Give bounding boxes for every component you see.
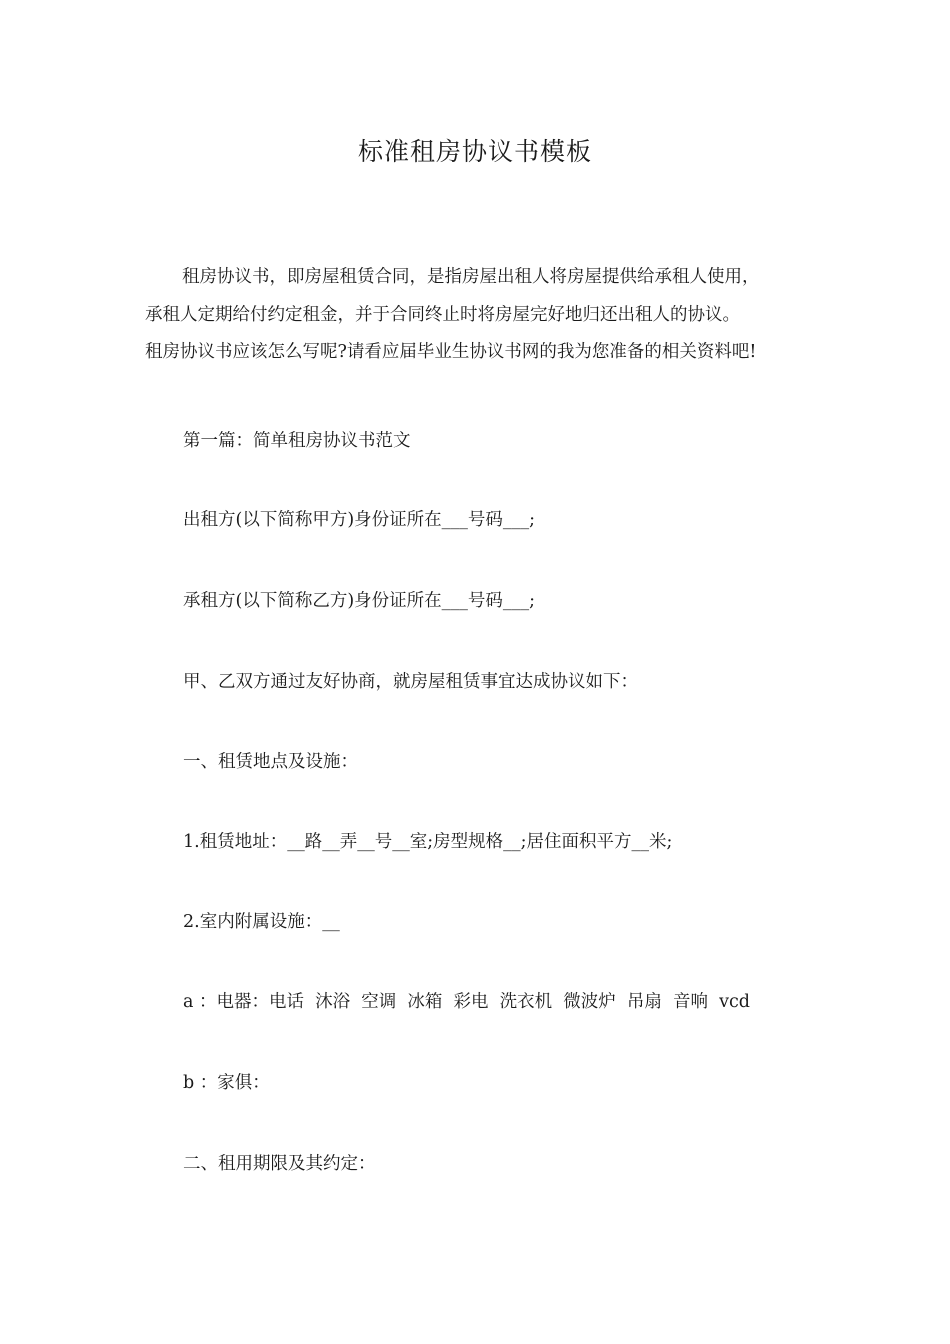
clause-1-facilities: 2.室内附属设施：__	[183, 912, 340, 932]
clause-1-address: 1.租赁地址：__路__弄__号__室;房型规格__;居住面积平方__米;	[183, 832, 673, 852]
intro-line-1: 租房协议书，即房屋租赁合同，是指房屋出租人将房屋提供给承租人使用，	[182, 267, 760, 287]
appliances-line: a ：电器：电话 沐浴 空调 冰箱 彩电 洗衣机 微波炉 吊扇 音响 vcd	[183, 992, 751, 1012]
agreement-intro: 甲、乙双方通过友好协商，就房屋租赁事宜达成协议如下：	[183, 672, 638, 692]
clause-1-heading: 一、租赁地点及设施：	[183, 752, 358, 772]
section-heading: 第一篇：简单租房协议书范文	[183, 431, 411, 451]
party-a-line: 出租方(以下简称甲方)身份证所在___号码___;	[183, 510, 536, 530]
intro-line-2: 承租人定期给付约定租金，并于合同终止时将房屋完好地归还出租人的协议。	[145, 304, 740, 325]
furniture-line: b ：家俱：	[183, 1073, 270, 1093]
intro-paragraph	[145, 259, 825, 372]
intro-line-3: 租房协议书应该怎么写呢?请看应届毕业生协议书网的我为您准备的相关资料吧!	[145, 342, 757, 362]
document-title: 标准租房协议书模板	[357, 137, 592, 166]
party-b-line: 承租方(以下简称乙方)身份证所在___号码___;	[183, 591, 536, 611]
clause-2-heading: 二、租用期限及其约定：	[183, 1154, 376, 1174]
